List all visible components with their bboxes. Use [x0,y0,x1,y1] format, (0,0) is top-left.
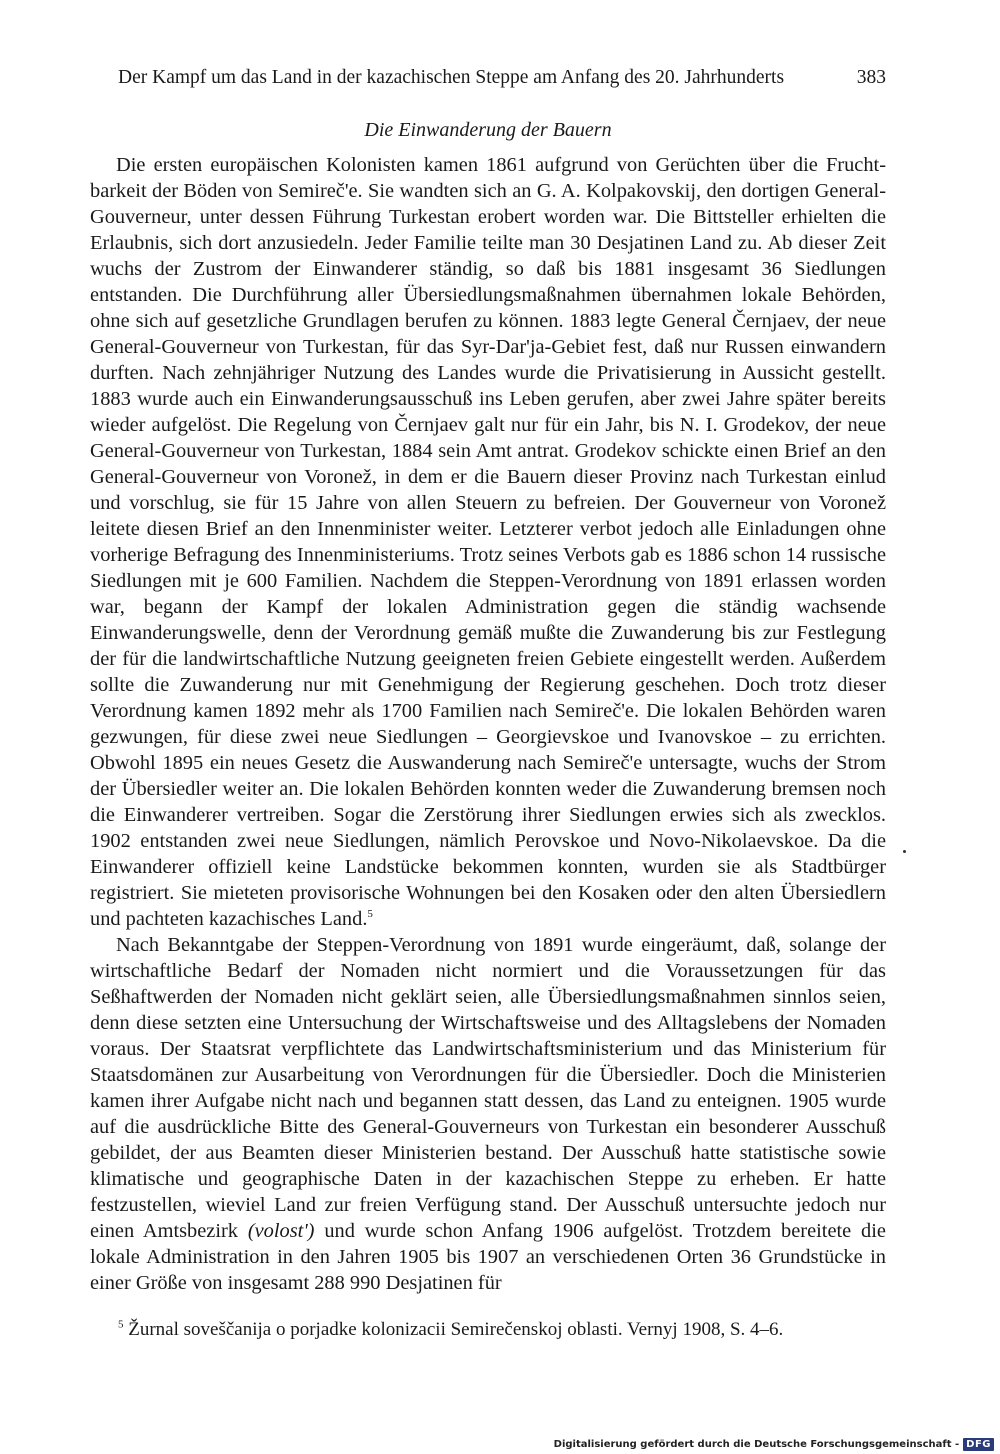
paragraph [90,932,886,1296]
running-header [118,66,886,90]
paragraph-text-continued: und wurde schon Anfang 1906 aufgelöst. Trotzdem bereitete die lokale Administration in den Jahren 1905 bis 1907 an verschiedenen Orten 36 Grundstücke in einer Größe von insgesamt 288 990 Desjatinen für [90,1220,886,1294]
dfg-logo: DFG [963,1438,994,1451]
scan-speck [903,850,906,853]
section-heading: Die Einwanderung der Bauern [364,119,612,141]
running-title: Der Kampf um das Land in der kazachischen Steppe am Anfang des 20. Jahrhunderts [118,67,785,88]
footnote-marker: 5 [118,1318,124,1331]
digitization-notice [554,1437,994,1451]
paragraph [90,152,886,932]
main-text [90,152,886,1296]
paragraph-text: Nach Bekanntgabe der Steppen-Verordnung von 1891 wurde eingeräumt, daß, solange der wirtschaftliche Bedarf der Nomaden nicht normiert und die Voraussetzungen für das Seßhaftwerden der Nomaden nicht geklärt seien, alle Übersiedlungsmaßnahmen sinnlos seien, denn diese setzten eine Untersuchung der Wirtschaftsweise und des Alltagslebens der Nomaden voraus. Der Staatsrat verpflichtete das Landwirtschaftsministerium und das Ministerium für Staatsdomänen zur Ausarbeitung von Verordnungen für die Übersiedler. Doch die Ministerien kamen ihrer Aufgabe nicht nach und begannen statt dessen, das Land zu enteignen. 1905 wurde auf die ausdrückliche Bitte des General-Gouverneurs von Turkestan ein besonderer Ausschuß gebildet, der aus Beamten dieser Ministerien bestand. Der Ausschuß hatte statistische sowie klimatische und geographische Daten in der kazachischen Steppe zu erheben. Er hatte festzustellen, wieviel Land zur freien Verfügung stand. Der Ausschuß untersuchte jedoch nur einen Amtsbezirk [90,934,886,1242]
paragraph-text: Die ersten europäischen Kolonisten kamen 1861 aufgrund von Gerüchten über die Fruchtbarkeit der Böden von Semireč'e. Sie wandten sich an G. A. Kolpakovskij, den dortigen General-Gouverneur, unter dessen Führung Turkestan erobert worden war. Die Bittsteller erhielten die Erlaubnis, sich dort anzusiedeln. Jeder Familie teilte man 30 Desjatinen Land zu. Ab dieser Zeit wuchs der Zustrom der Einwanderer ständig, so daß bis 1881 insgesamt 36 Siedlungen entstanden. Die Durchführung aller Übersiedlungsmaßnahmen übernahmen lokale Behörden, ohne sich auf gesetzliche Grundlagen berufen zu können. 1883 legte General Černjaev, der neue General-Gouverneur von Turkestan, für das Syr-Dar'ja-Gebiet fest, daß nur Russen einwandern durften. Nach zehnjähriger Nutzung des Landes wurde die Privatisierung in Aussicht gestellt. 1883 wurde auch ein Einwanderungsausschuß ins Leben gerufen, aber zwei Jahre später bereits wieder aufgelöst. Die Regelung von Černjaev galt nur für ein Jahr, bis N. I. Grodekov, der neue General-Gouverneur von Turkestan, 1884 sein Amt antrat. Grodekov schickte einen Brief an den General-Gouverneur von Voronež, in dem er die Bauern dieser Provinz nach Turkestan einlud und vorschlug, sie für 15 Jahre von allen Steuern zu befreien. Der Gouverneur von Voronež leitete diesen Brief an den Innenminister weiter. Letzterer verbot jedoch alle Einladungen ohne vorherige Befragung des Innenministeriums. Trotz seines Verbots gab es 1886 schon 14 russische Siedlungen mit je 600 Familien. Nachdem die Steppen-Verordnung von 1891 erlassen worden war, begann der Kampf der lokalen Administration gegen die ständig wachsende Einwanderungswelle, denn der Verordnung gemäß mußte die Zuwanderung bis zur Festlegung der für die landwirtschaftliche Nutzung geeigneten freien Gebiete eingestellt werden. Außerdem sollte die Zuwanderung nur mit Genehmigung der Regierung geschehen. Doch trotz dieser Verordnung kamen 1892 mehr als 1700 Familien nach Semireč'e. Die lokalen Behörden waren gezwungen, für diese zwei neue Siedlungen – Georgievskoe und Ivanovskoe – zu errichten. Obwohl 1895 ein neues Gesetz die Auswanderung nach Semireč'e untersagte, wuchs der Strom der Übersiedler weiter an. Die lokalen Behörden konnten weder die Zuwanderung bremsen noch die Einwanderer vertreiben. Sogar die Zerstörung ihrer Siedlungen erwies sich als zwecklos. 1902 entstanden zwei neue Siedlungen, nämlich Perovskoe und Novo-Nikolaevskoe. Da die Einwanderer offiziell keine Landstücke bekommen konnten, wurden sie als Stadtbürger registriert. Sie mieteten provisorische Wohnungen bei den Kosaken oder den alten Übersiedlern und pachteten kazachisches Land. [90,154,886,930]
footnote-reference: 5 [367,908,373,921]
italic-term: (volost') [247,1220,315,1242]
footnote-text: Žurnal soveščanija o porjadke kolonizacii Semirečenskoj oblasti. Vernyj 1908, S. 4–6. [128,1319,784,1340]
page-number: 383 [856,67,886,88]
footnote [118,1318,886,1342]
digitization-text: Digitalisierung gefördert durch die Deutsche Forschungsgemeinschaft - [553,1438,960,1450]
